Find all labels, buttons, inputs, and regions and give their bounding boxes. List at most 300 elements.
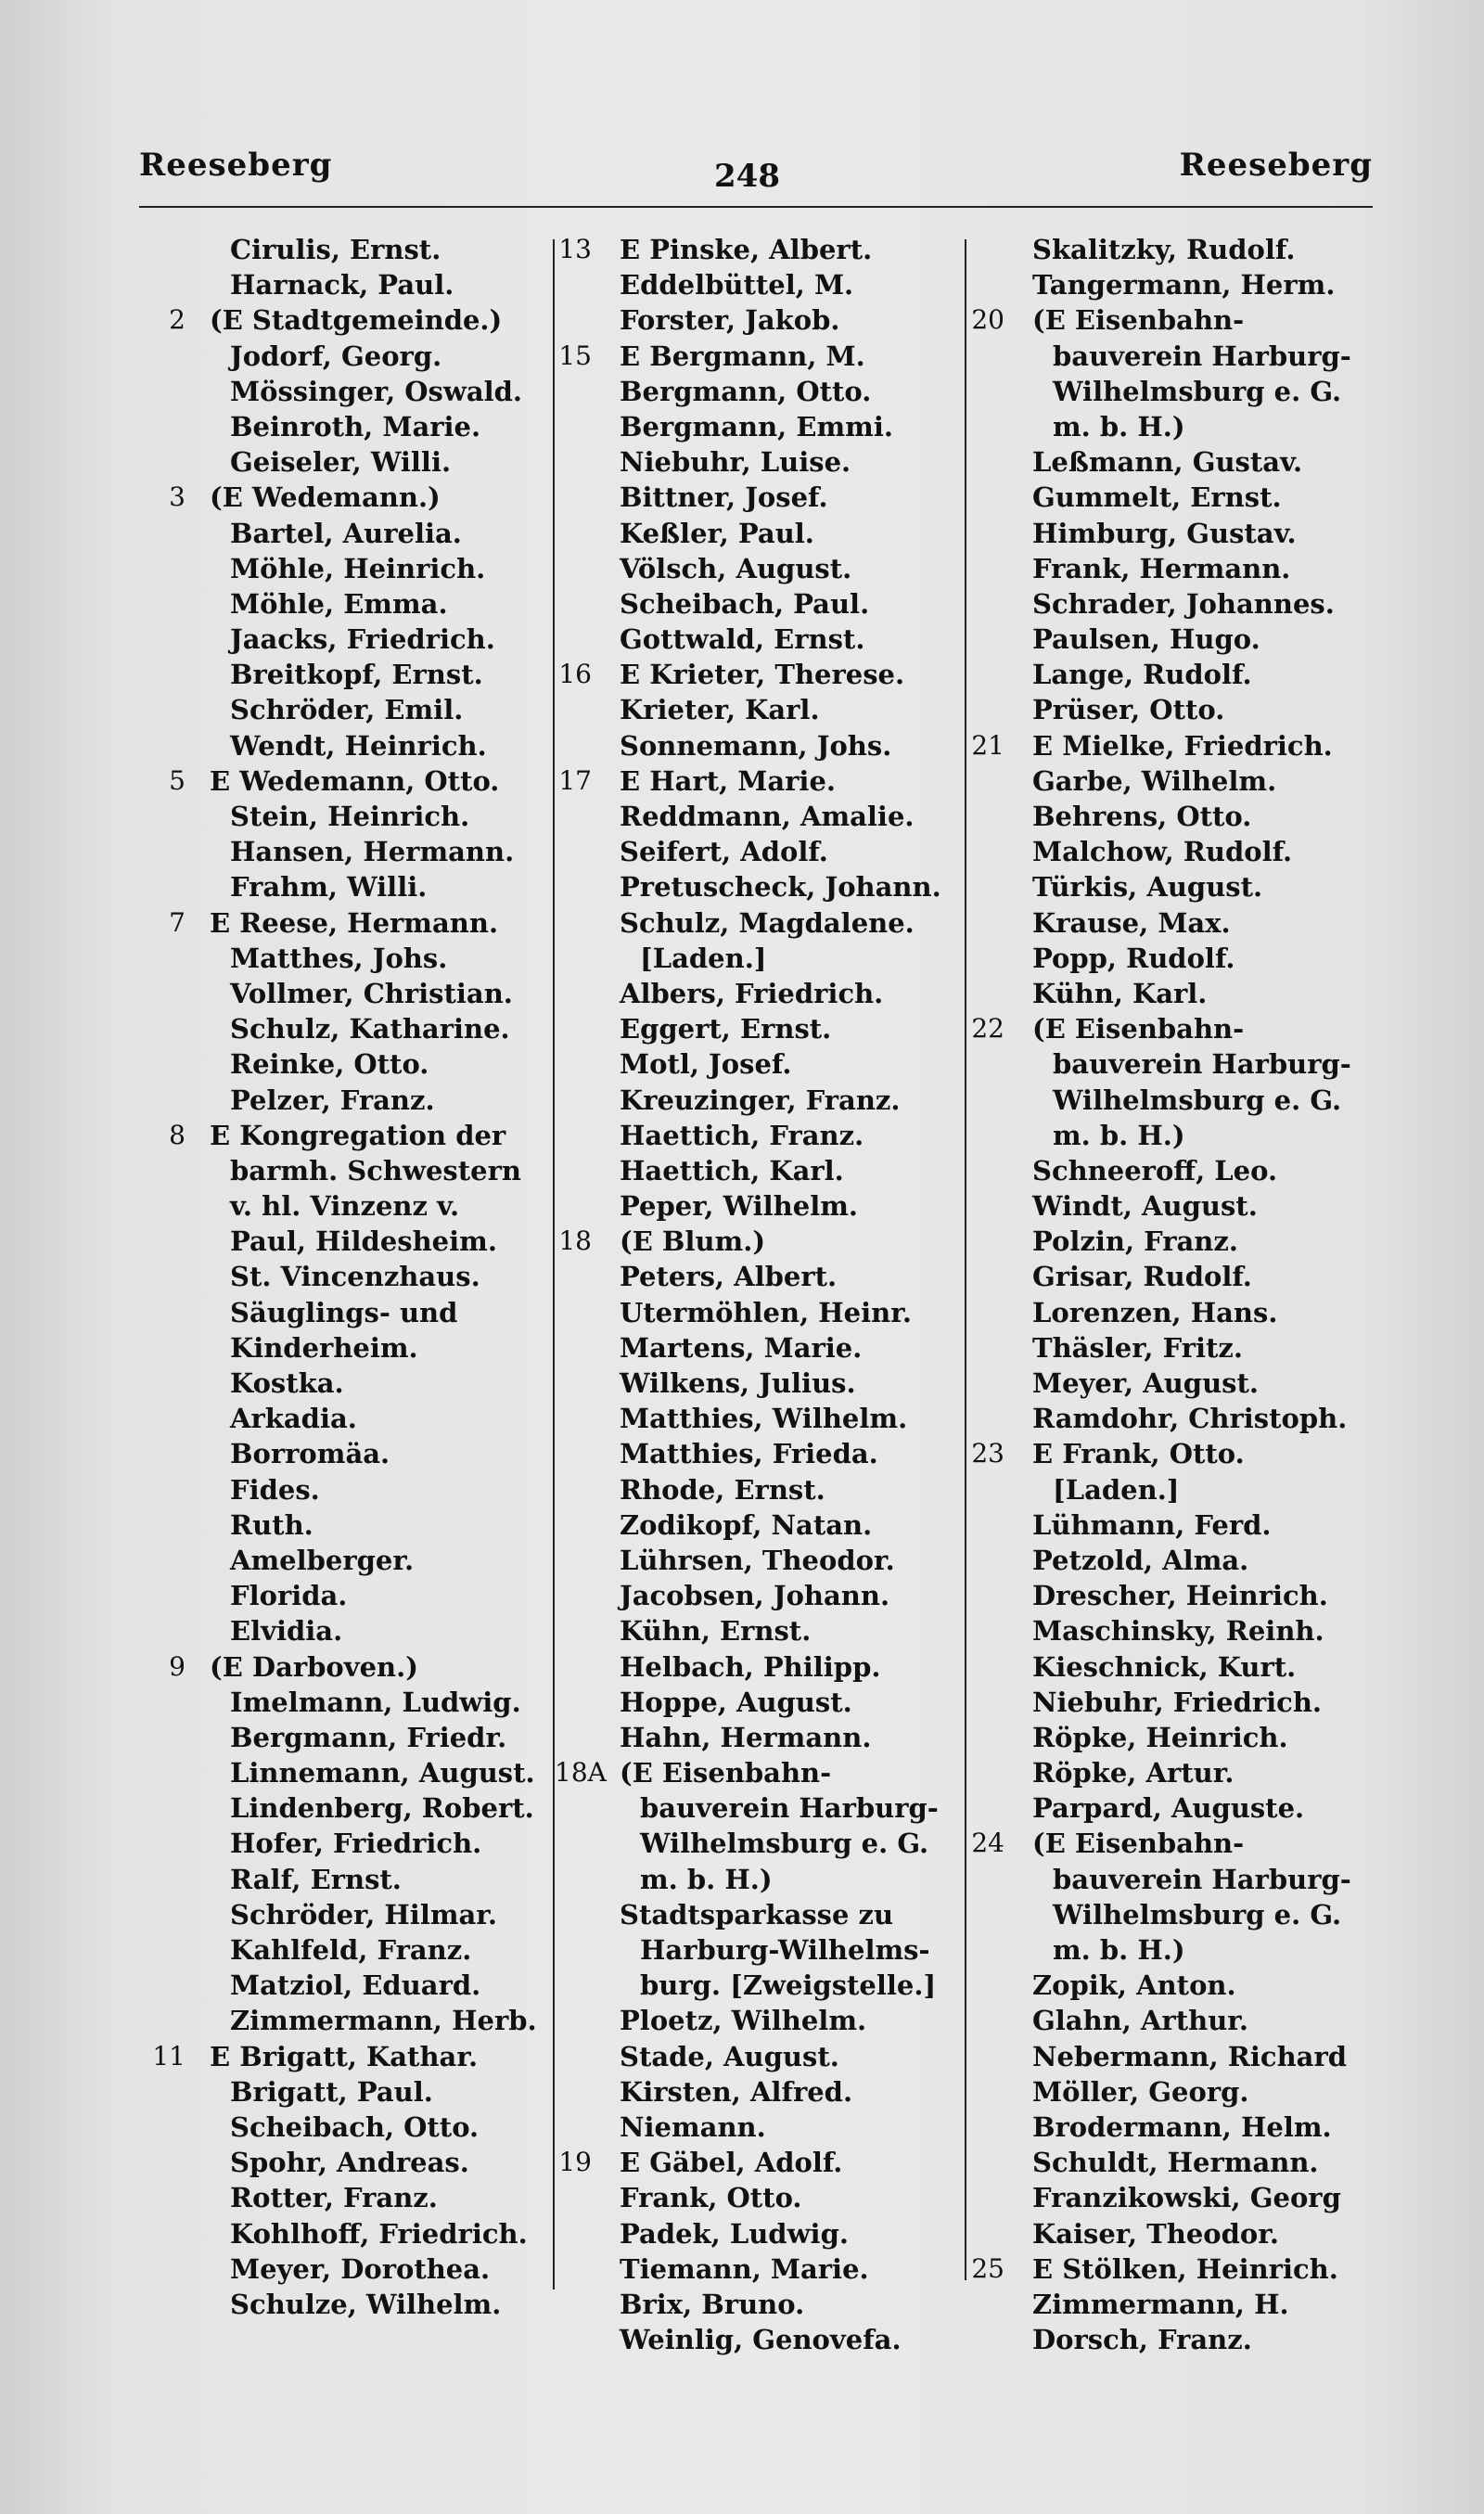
directory-entry	[148, 1543, 552, 1578]
directory-entry	[148, 1259, 552, 1294]
directory-entry	[555, 374, 959, 409]
directory-entry	[148, 1153, 552, 1188]
directory-entry	[967, 1755, 1375, 1790]
directory-entry	[148, 1507, 552, 1543]
directory-entry	[967, 551, 1375, 586]
directory-entry	[967, 1720, 1375, 1755]
directory-entry	[967, 1790, 1375, 1826]
directory-entry	[148, 1011, 552, 1046]
house-number: 2	[169, 304, 186, 336]
resident-name: Behrens, Otto.	[1032, 801, 1252, 832]
directory-entry	[967, 2216, 1375, 2251]
directory-entry	[967, 692, 1375, 727]
resident-name: E Hart, Marie.	[620, 764, 836, 797]
resident-name: Amelberger.	[230, 1544, 415, 1576]
resident-name: barmh. Schwestern	[230, 1154, 521, 1186]
directory-entry	[967, 1295, 1375, 1330]
resident-name: bauverein Harburg-	[1053, 1863, 1351, 1895]
resident-name: Zodikopf, Natan.	[620, 1508, 873, 1541]
resident-name: Völsch, August.	[620, 552, 852, 584]
resident-name: Pretuscheck, Johann.	[620, 871, 941, 904]
resident-name: Niemann.	[620, 2110, 766, 2143]
directory-entry	[555, 1472, 959, 1507]
directory-entry	[967, 2322, 1375, 2357]
resident-name: E Kongregation der	[210, 1119, 506, 1151]
directory-entry	[148, 657, 552, 692]
directory-entry	[967, 1436, 1375, 1471]
resident-name: Prüser, Otto.	[1032, 694, 1225, 726]
resident-name: (E Eisenbahn-	[620, 1757, 832, 1789]
directory-entry	[148, 1118, 552, 1153]
resident-name: Florida.	[230, 1580, 348, 1612]
directory-entry	[148, 339, 552, 374]
directory-entry	[555, 2110, 959, 2145]
header-rule	[139, 206, 1373, 208]
directory-entry	[967, 2110, 1375, 2145]
resident-name: Hoppe, August.	[620, 1686, 852, 1718]
resident-name: E Mielke, Friedrich.	[1032, 729, 1333, 762]
directory-entry	[148, 1968, 552, 2003]
house-number: 3	[169, 481, 186, 513]
resident-name: Wilhelmsburg e. G.	[640, 1828, 929, 1860]
directory-entry	[967, 1932, 1375, 1968]
directory-entry	[967, 586, 1375, 622]
column-3	[967, 232, 1375, 2357]
resident-name: Seifert, Adolf.	[620, 836, 828, 868]
directory-entry	[555, 763, 959, 799]
resident-name: Rhode, Ernst.	[620, 1473, 825, 1506]
resident-name: (E Blum.)	[620, 1225, 766, 1258]
resident-name: Albers, Friedrich.	[620, 977, 884, 1009]
resident-name: Dorsch, Franz.	[1032, 2324, 1252, 2356]
directory-entry	[148, 905, 552, 941]
resident-name: Spohr, Andreas.	[230, 2147, 469, 2179]
directory-entry	[148, 267, 552, 302]
directory-entry	[148, 1897, 552, 1932]
directory-entry	[148, 551, 552, 586]
directory-entry	[555, 232, 959, 267]
resident-name: (E Eisenbahn-	[1032, 304, 1245, 337]
resident-name: bauverein Harburg-	[640, 1792, 939, 1825]
directory-entry	[967, 1046, 1375, 1082]
directory-entry	[555, 728, 959, 763]
resident-name: E Stölken, Heinrich.	[1032, 2252, 1338, 2285]
resident-name: Meyer, August.	[1032, 1367, 1259, 1399]
directory-entry	[148, 1046, 552, 1082]
directory-entry	[967, 1083, 1375, 1118]
resident-name: Lühmann, Ferd.	[1032, 1508, 1272, 1541]
resident-name: Schröder, Emil.	[230, 694, 464, 726]
resident-name: Stade, August.	[620, 2040, 839, 2072]
resident-name: v. hl. Vinzenz v.	[230, 1190, 460, 1223]
resident-name: Elvidia.	[230, 1615, 343, 1648]
directory-entry	[967, 1968, 1375, 2003]
resident-name: Stein, Heinrich.	[230, 801, 470, 832]
resident-name: Jaacks, Friedrich.	[230, 623, 495, 656]
directory-entry	[967, 905, 1375, 941]
resident-name: Hofer, Friedrich.	[230, 1828, 482, 1860]
directory-entry	[555, 1083, 959, 1118]
directory-entry	[555, 1826, 959, 1861]
resident-name: Niebuhr, Friedrich.	[1032, 1686, 1323, 1718]
directory-entry	[967, 339, 1375, 374]
resident-name: (E Eisenbahn-	[1032, 1828, 1245, 1860]
directory-entry	[967, 480, 1375, 515]
directory-entry	[148, 1613, 552, 1648]
resident-name: Bergmann, Emmi.	[620, 410, 893, 443]
resident-name: Brodermann, Helm.	[1032, 2110, 1332, 2143]
resident-name: Tangermann, Herm.	[1032, 269, 1336, 301]
resident-name: Wilhelmsburg e. G.	[1053, 1084, 1342, 1116]
directory-entry	[555, 657, 959, 692]
house-number: 17	[558, 764, 592, 796]
resident-name: Reinke, Otto.	[230, 1048, 429, 1081]
directory-entry	[967, 763, 1375, 799]
resident-name: bauverein Harburg-	[1053, 340, 1351, 372]
resident-name: Zimmermann, Herb.	[230, 2005, 537, 2037]
directory-entry	[555, 1613, 959, 1648]
directory-entry	[148, 1862, 552, 1897]
directory-entry	[967, 2003, 1375, 2038]
resident-name: (E Darboven.)	[210, 1650, 418, 1683]
directory-entry	[967, 2074, 1375, 2110]
directory-entry	[967, 976, 1375, 1011]
resident-name: Imelmann, Ludwig.	[230, 1686, 521, 1718]
directory-entry	[148, 1330, 552, 1366]
directory-entry	[148, 1472, 552, 1507]
directory-entry	[555, 2180, 959, 2215]
directory-entry	[555, 1188, 959, 1224]
resident-name: Peters, Albert.	[620, 1261, 838, 1293]
resident-name: Schuldt, Hermann.	[1032, 2147, 1319, 2179]
directory-entry	[555, 2074, 959, 2110]
resident-name: Röpke, Artur.	[1032, 1757, 1235, 1789]
running-head-left: Reeseberg	[139, 147, 333, 184]
directory-entry	[555, 1046, 959, 1082]
resident-name: Schulz, Katharine.	[230, 1013, 510, 1045]
resident-name: Ploetz, Wilhelm.	[620, 2005, 867, 2037]
directory-entry	[967, 1153, 1375, 1188]
resident-name: Franzikowski, Georg	[1032, 2182, 1341, 2214]
directory-entry	[148, 976, 552, 1011]
house-number: 9	[169, 1650, 186, 1682]
directory-entry	[148, 374, 552, 409]
directory-entry	[555, 1578, 959, 1613]
directory-entry	[148, 444, 552, 480]
directory-entry	[555, 1436, 959, 1471]
resident-name: Schulze, Wilhelm.	[230, 2288, 502, 2320]
directory-entry	[967, 1224, 1375, 1259]
directory-entry	[148, 1685, 552, 1720]
house-number: 11	[152, 2040, 186, 2071]
directory-entry	[148, 1083, 552, 1118]
resident-name: Möller, Georg.	[1032, 2075, 1249, 2108]
resident-name: Malchow, Rudolf.	[1032, 836, 1293, 868]
resident-name: Bartel, Aurelia.	[230, 517, 462, 549]
directory-entry	[148, 1720, 552, 1755]
resident-name: Parpard, Auguste.	[1032, 1792, 1305, 1825]
directory-entry	[148, 1755, 552, 1790]
directory-entry	[555, 339, 959, 374]
resident-name: Hahn, Hermann.	[620, 1721, 872, 1753]
resident-name: Niebuhr, Luise.	[620, 446, 851, 479]
directory-entry	[148, 1188, 552, 1224]
resident-name: Forster, Jakob.	[620, 304, 840, 337]
directory-entry	[555, 551, 959, 586]
resident-name: Weinlig, Genovefa.	[620, 2324, 902, 2356]
column-1	[148, 232, 552, 2322]
resident-name: Matziol, Eduard.	[230, 1969, 481, 2002]
directory-entry	[555, 586, 959, 622]
resident-name: Peper, Wilhelm.	[620, 1190, 858, 1223]
resident-name: Linnemann, August.	[230, 1757, 535, 1789]
directory-entry	[555, 976, 959, 1011]
resident-name: Kahlfeld, Franz.	[230, 1934, 472, 1966]
directory-entry	[148, 586, 552, 622]
directory-entry	[555, 267, 959, 302]
resident-name: Brix, Bruno.	[620, 2288, 805, 2320]
directory-entry	[967, 2287, 1375, 2322]
directory-entry	[148, 1578, 552, 1613]
directory-entry	[967, 941, 1375, 976]
resident-name: Keßler, Paul.	[620, 517, 814, 549]
resident-name: Breitkopf, Ernst.	[230, 659, 483, 691]
directory-entry	[555, 799, 959, 834]
directory-entry	[967, 869, 1375, 904]
resident-name: Bergmann, Otto.	[620, 375, 872, 407]
directory-entry	[555, 444, 959, 480]
resident-name: Brigatt, Paul.	[230, 2075, 433, 2108]
directory-entry	[555, 905, 959, 941]
resident-name: Wilhelmsburg e. G.	[1053, 375, 1342, 407]
resident-name: Borromäa.	[230, 1438, 390, 1470]
resident-name: Kirsten, Alfred.	[620, 2075, 853, 2108]
house-number: 13	[558, 234, 592, 264]
directory-entry	[148, 1790, 552, 1826]
directory-entry	[555, 1259, 959, 1294]
directory-entry	[967, 2145, 1375, 2180]
directory-entry	[148, 2074, 552, 2110]
resident-name: Padek, Ludwig.	[620, 2217, 849, 2250]
resident-name: Krause, Max.	[1032, 906, 1231, 939]
resident-name: [Laden.]	[640, 942, 767, 974]
house-number: 19	[558, 2147, 592, 2178]
directory-entry	[555, 2039, 959, 2074]
directory-entry	[967, 1897, 1375, 1932]
directory-entry	[967, 1401, 1375, 1436]
page-header	[139, 139, 1373, 204]
resident-name: Skalitzky, Rudolf.	[1032, 234, 1296, 265]
page-number: 248	[714, 158, 780, 195]
resident-name: Jodorf, Georg.	[230, 340, 442, 372]
resident-name: Krieter, Karl.	[620, 694, 820, 726]
directory-entry	[555, 692, 959, 727]
resident-name: E Frank, Otto.	[1032, 1438, 1245, 1470]
directory-entry	[555, 302, 959, 338]
directory-entry	[148, 1826, 552, 1861]
resident-name: Türkis, August.	[1032, 871, 1263, 904]
resident-name: Grisar, Rudolf.	[1032, 1261, 1252, 1293]
running-head-right: Reeseberg	[1179, 147, 1373, 184]
resident-name: Petzold, Alma.	[1032, 1544, 1249, 1576]
directory-entry	[148, 2251, 552, 2287]
directory-entry	[967, 1259, 1375, 1294]
directory-entry	[148, 1401, 552, 1436]
resident-name: Matthies, Frieda.	[620, 1438, 878, 1470]
resident-name: Vollmer, Christian.	[230, 977, 513, 1009]
resident-name: Glahn, Arthur.	[1032, 2005, 1248, 2037]
resident-name: Lange, Rudolf.	[1032, 659, 1252, 691]
house-number: 16	[558, 659, 592, 690]
directory-entry	[148, 1932, 552, 1968]
directory-entry	[555, 1366, 959, 1401]
directory-entry	[148, 834, 552, 869]
resident-name: Pelzer, Franz.	[230, 1084, 435, 1116]
directory-entry	[148, 2039, 552, 2074]
resident-name: Windt, August.	[1032, 1190, 1258, 1223]
directory-entry	[967, 1826, 1375, 1861]
resident-name: Reddmann, Amalie.	[620, 801, 915, 832]
directory-entry	[555, 2216, 959, 2251]
house-number: 5	[169, 764, 186, 796]
directory-entry	[967, 1578, 1375, 1613]
directory-entry	[967, 232, 1375, 267]
resident-name: E Wedemann, Otto.	[210, 764, 500, 797]
directory-entry	[967, 728, 1375, 763]
house-number: 18A	[555, 1757, 607, 1789]
directory-entry	[967, 1543, 1375, 1578]
resident-name: Frank, Hermann.	[1032, 552, 1291, 584]
resident-name: Ralf, Ernst.	[230, 1863, 402, 1895]
resident-name: Harburg-Wilhelms-	[640, 1934, 930, 1966]
resident-name: Säuglings- und	[230, 1296, 458, 1328]
directory-entry	[148, 480, 552, 515]
directory-entry	[555, 2145, 959, 2180]
directory-entry	[967, 1330, 1375, 1366]
resident-name: Paulsen, Hugo.	[1032, 623, 1260, 656]
directory-entry	[148, 2180, 552, 2215]
resident-name: (E Eisenbahn-	[1032, 1013, 1245, 1045]
resident-name: Bergmann, Friedr.	[230, 1721, 507, 1753]
column-2	[555, 232, 959, 2357]
resident-name: Wendt, Heinrich.	[230, 729, 487, 762]
directory-entry	[967, 444, 1375, 480]
resident-name: m. b. H.)	[1053, 410, 1185, 443]
directory-entry	[967, 1862, 1375, 1897]
directory-entry	[148, 1436, 552, 1471]
directory-entry	[555, 1224, 959, 1259]
resident-name: Kühn, Ernst.	[620, 1615, 812, 1648]
resident-name: Fides.	[230, 1473, 320, 1506]
directory-entry	[555, 409, 959, 444]
directory-entry	[555, 1862, 959, 1897]
resident-name: E Reese, Hermann.	[210, 906, 499, 939]
resident-name: Utermöhlen, Heinr.	[620, 1296, 912, 1328]
directory-entry	[148, 2003, 552, 2038]
directory-entry	[555, 1932, 959, 1968]
resident-name: Kühn, Karl.	[1032, 977, 1208, 1009]
directory-entry	[967, 834, 1375, 869]
resident-name: Wilhelmsburg e. G.	[1053, 1898, 1342, 1930]
directory-entry	[148, 409, 552, 444]
resident-name: Arkadia.	[230, 1403, 357, 1435]
resident-name: Maschinsky, Reinh.	[1032, 1615, 1324, 1648]
resident-name: Stadtsparkasse zu	[620, 1898, 894, 1930]
directory-entry	[555, 1118, 959, 1153]
resident-name: Zopik, Anton.	[1032, 1969, 1236, 2002]
directory-entry	[555, 2251, 959, 2287]
directory-entry	[555, 2322, 959, 2357]
resident-name: Hansen, Hermann.	[230, 836, 515, 868]
resident-name: Frahm, Willi.	[230, 871, 428, 904]
resident-name: m. b. H.)	[640, 1863, 773, 1895]
resident-name: Kaiser, Theodor.	[1032, 2217, 1279, 2250]
directory-entry	[148, 2110, 552, 2145]
resident-name: Zimmermann, H.	[1032, 2288, 1289, 2320]
directory-entry	[555, 1330, 959, 1366]
directory-entry	[967, 1118, 1375, 1153]
resident-name: Matthes, Johs.	[230, 942, 448, 974]
directory-entry	[148, 516, 552, 551]
directory-entry	[555, 1755, 959, 1790]
directory-entry	[967, 2251, 1375, 2287]
directory-entry	[967, 374, 1375, 409]
directory-entry	[148, 1295, 552, 1330]
house-number: 22	[971, 1013, 1004, 1045]
resident-name: Jacobsen, Johann.	[620, 1580, 890, 1612]
directory-entry	[148, 1366, 552, 1401]
resident-name: Mössinger, Oswald.	[230, 375, 523, 407]
resident-name: Möhle, Emma.	[230, 587, 448, 620]
column-divider-2	[965, 239, 966, 2280]
directory-entry	[148, 941, 552, 976]
directory-entry	[967, 2039, 1375, 2074]
resident-name: Haettich, Franz.	[620, 1119, 864, 1151]
directory-entry	[555, 1685, 959, 1720]
resident-name: E Bergmann, M.	[620, 340, 865, 372]
resident-name: Cirulis, Ernst.	[230, 234, 441, 265]
directory-entry	[555, 1897, 959, 1932]
resident-name: Lindenberg, Robert.	[230, 1792, 534, 1825]
resident-name: m. b. H.)	[1053, 1119, 1185, 1151]
directory-entry	[555, 1153, 959, 1188]
resident-name: Ruth.	[230, 1508, 313, 1541]
resident-name: Gummelt, Ernst.	[1032, 481, 1282, 514]
directory-entry	[148, 622, 552, 657]
directory-entry	[555, 941, 959, 976]
resident-name: Kinderheim.	[230, 1331, 418, 1364]
house-number: 21	[971, 729, 1004, 761]
resident-name: Popp, Rudolf.	[1032, 942, 1235, 974]
resident-name: Bittner, Josef.	[620, 481, 828, 514]
house-number: 7	[169, 906, 186, 938]
directory-entry	[555, 2003, 959, 2038]
resident-name: E Gäbel, Adolf.	[620, 2147, 843, 2179]
resident-name: Kieschnick, Kurt.	[1032, 1650, 1297, 1683]
directory-entry	[967, 1507, 1375, 1543]
resident-name: Schneeroff, Leo.	[1032, 1154, 1278, 1186]
house-number: 23	[971, 1438, 1004, 1469]
directory-entry	[555, 1649, 959, 1685]
resident-name: Garbe, Wilhelm.	[1032, 764, 1277, 797]
directory-entry	[967, 622, 1375, 657]
resident-name: Eddelbüttel, M.	[620, 269, 854, 301]
resident-name: Kostka.	[230, 1367, 344, 1399]
house-number: 20	[971, 304, 1004, 336]
house-number: 8	[169, 1119, 186, 1150]
directory-entry	[967, 2180, 1375, 2215]
resident-name: Röpke, Heinrich.	[1032, 1721, 1288, 1753]
